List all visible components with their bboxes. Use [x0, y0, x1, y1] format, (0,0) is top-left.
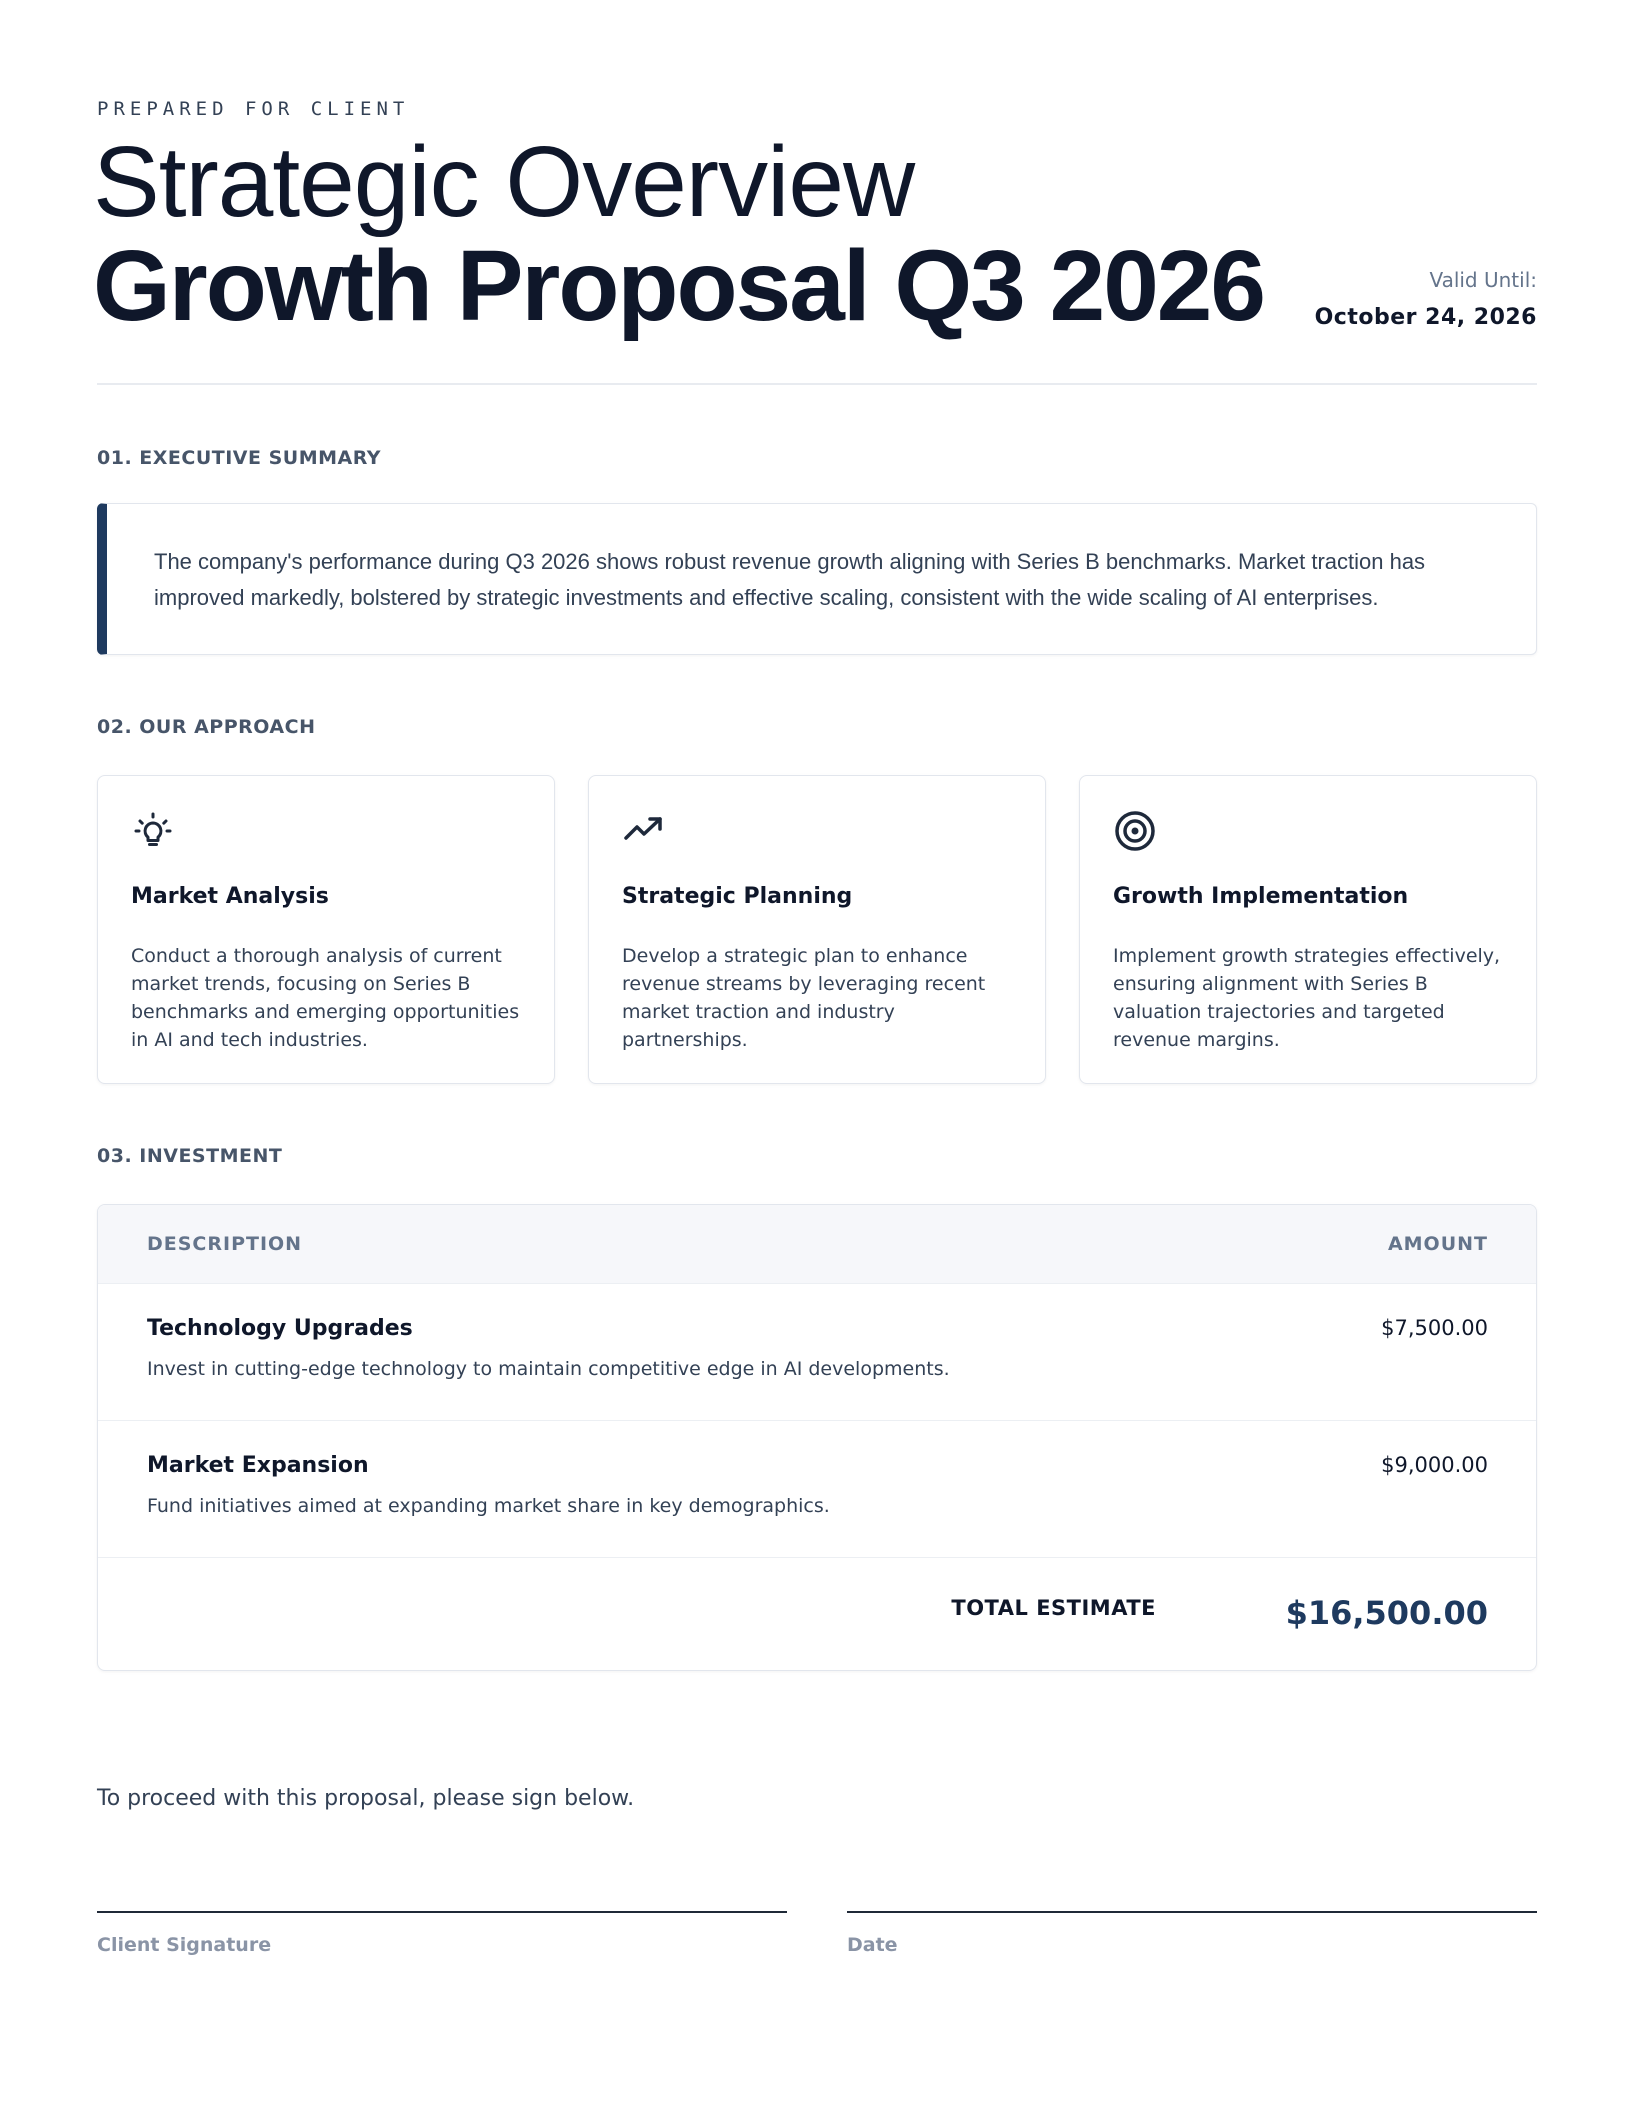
eyebrow-label: PREPARED FOR CLIENT	[97, 98, 410, 120]
lightbulb-icon	[131, 809, 175, 853]
card-text: Develop a strategic plan to enhance revenue streams by leveraging recent market traction and industry partnerships.	[622, 945, 986, 1051]
column-header-amount: AMOUNT	[1387, 1233, 1488, 1255]
client-signature-line[interactable]	[97, 1911, 787, 1913]
total-label: TOTAL ESTIMATE	[951, 1596, 1156, 1620]
approach-card-market-analysis	[97, 775, 555, 1084]
investment-table	[97, 1204, 1537, 1671]
total-value: $16,500.00	[1285, 1594, 1488, 1632]
trending-up-icon	[622, 809, 666, 853]
valid-until-date: October 24, 2026	[1314, 305, 1537, 330]
card-text: Conduct a thorough analysis of current market trends, focusing on Series B benchmarks and emerging opportunities in AI and tech industries.	[131, 945, 520, 1051]
table-header	[98, 1205, 1536, 1283]
item-name: Technology Upgrades	[147, 1316, 413, 1341]
item-amount: $7,500.00	[1381, 1316, 1488, 1340]
approach-card-strategic-planning	[588, 775, 1046, 1084]
page-subtitle: Growth Proposal Q3 2026	[93, 230, 1265, 342]
page-title: Strategic Overview	[93, 126, 915, 238]
target-icon	[1113, 809, 1157, 853]
card-title: Strategic Planning	[622, 884, 853, 909]
table-row	[98, 1420, 1536, 1558]
item-description: Fund initiatives aimed at expanding market share in key demographics.	[147, 1495, 830, 1517]
card-text: Implement growth strategies effectively, ensuring alignment with Series B valuation trajectories and targeted revenue margins.	[1113, 945, 1501, 1051]
total-row	[98, 1557, 1536, 1671]
client-signature-label: Client Signature	[97, 1934, 272, 1956]
approach-card-growth-implementation	[1079, 775, 1537, 1084]
section-heading-approach: 02. OUR APPROACH	[97, 716, 316, 738]
header-divider	[97, 383, 1537, 385]
date-label: Date	[847, 1934, 898, 1956]
summary-text: The company's performance during Q3 2026 shows robust revenue growth aligning with Series B benchmarks. Market traction has improved markedly, bolstered by strategic investments and effective scaling, consistent with the wide scaling of AI enterprises.	[154, 549, 1426, 610]
item-amount: $9,000.00	[1381, 1453, 1488, 1477]
table-row	[98, 1283, 1536, 1421]
item-description: Invest in cutting-edge technology to maintain competitive edge in AI developments.	[147, 1358, 950, 1380]
column-header-description: DESCRIPTION	[147, 1233, 303, 1255]
section-heading-investment: 03. INVESTMENT	[97, 1145, 283, 1167]
card-title: Growth Implementation	[1113, 884, 1409, 909]
valid-until-label: Valid Until:	[1429, 268, 1537, 292]
card-title: Market Analysis	[131, 884, 329, 909]
section-heading-summary: 01. EXECUTIVE SUMMARY	[97, 447, 382, 469]
executive-summary-box	[97, 503, 1537, 655]
date-signature-line[interactable]	[847, 1911, 1537, 1913]
item-name: Market Expansion	[147, 1453, 369, 1478]
proceed-instruction: To proceed with this proposal, please sign below.	[97, 1786, 635, 1811]
